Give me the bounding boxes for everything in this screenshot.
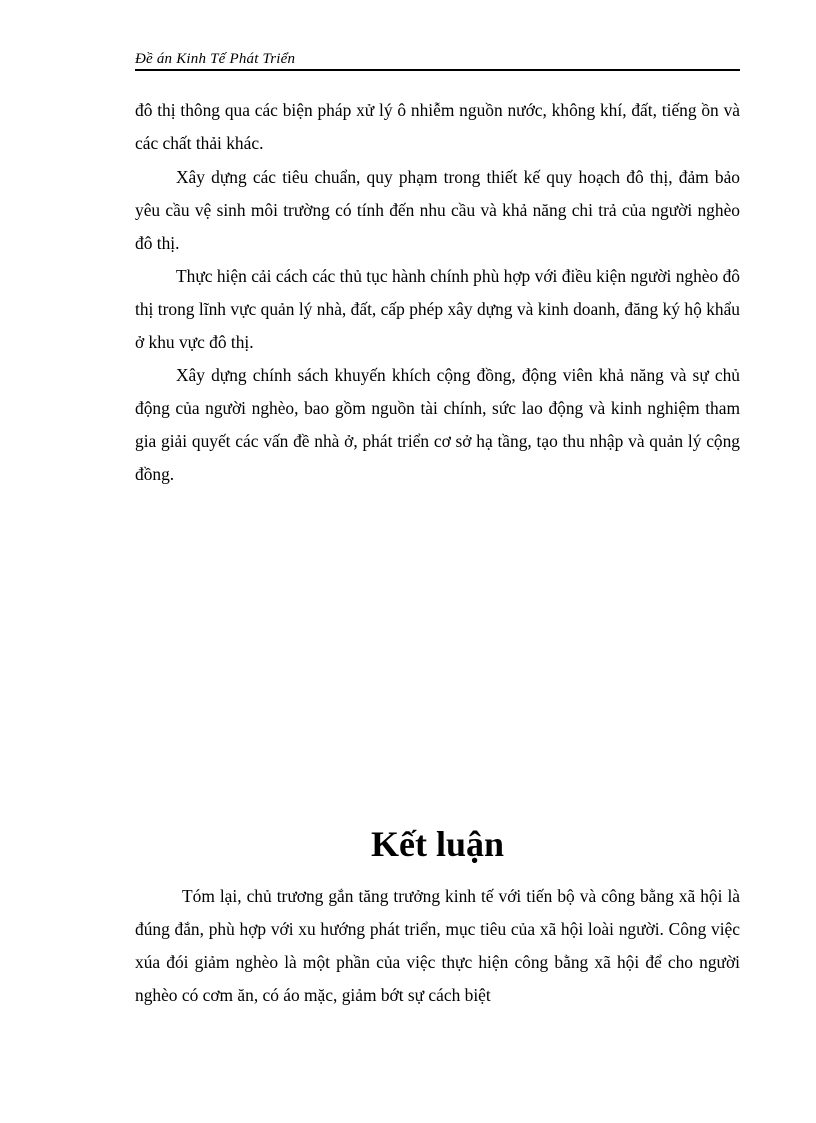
header-title: Đề án Kinh Tế Phát Triển [135, 51, 296, 67]
body-paragraph-2: Xây dựng các tiêu chuẩn, quy phạm trong thiết kế quy hoạch đô thị, đảm bảo yêu cầu vệ sinh môi trường có tính đến nhu cầu và khả năng chi trả của người nghèo đô thị. [135, 167, 740, 253]
body-paragraph-4: Xây dựng chính sách khuyến khích cộng đồng, động viên khả năng và sự chủ động của người nghèo, bao gồm nguồn tài chính, sức lao động và kinh nghiệm tham gia giải quyết các vấn đề nhà ở, phát triển cơ sở hạ tầng, tạo thu nhập và quản lý cộng đồng. [135, 365, 740, 484]
conclusion-heading: Kết luận [370, 824, 504, 864]
body-paragraph-3: Thực hiện cải cách các thủ tục hành chính phù hợp với điều kiện người nghèo đô thị trong lĩnh vực quản lý nhà, đất, cấp phép xây dựng và kinh doanh, đăng ký hộ khẩu ở khu vực đô thị. [135, 266, 740, 352]
body-paragraph-1: đô thị thông qua các biện pháp xử lý ô nhiễm nguồn nước, không khí, đất, tiếng ồn và các chất thải khác. [135, 100, 740, 153]
page-header [135, 49, 740, 71]
conclusion-paragraph: Tóm lại, chủ trương gắn tăng trưởng kinh tế với tiến bộ và công bằng xã hội là đúng đắn, phù hợp với xu hướng phát triển, mục tiêu của xã hội loài người. Công việc xúa đói giảm nghèo là một phần của việc thực hiện công bằng xã hội để cho người nghèo có cơm ăn, có áo mặc, giảm bớt sự cách biệt [135, 886, 740, 1005]
